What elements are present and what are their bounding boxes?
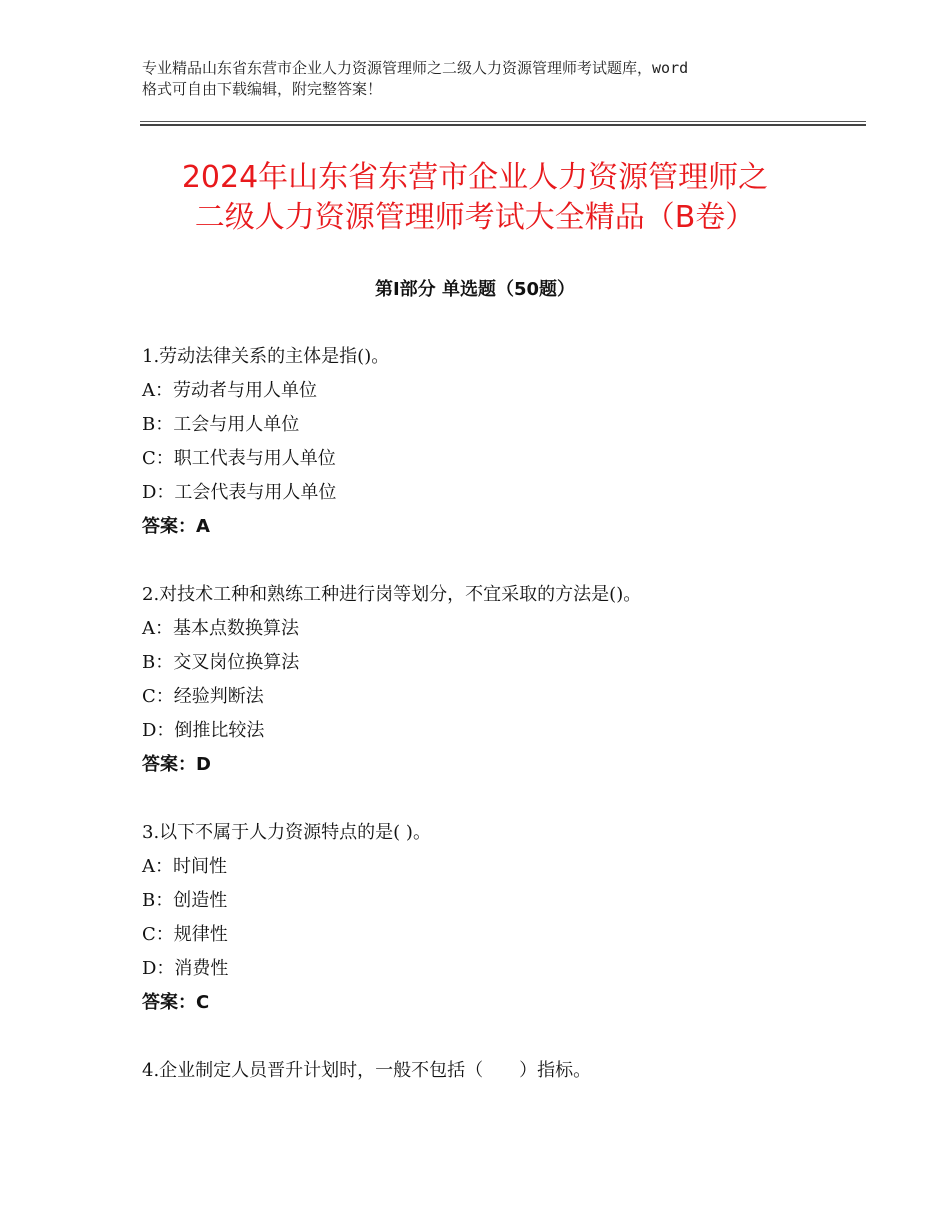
option-b: B：工会与用人单位 bbox=[142, 414, 300, 435]
option-c: C：经验判断法 bbox=[142, 686, 264, 707]
question-4 bbox=[142, 1054, 862, 1088]
answer: 答案：D bbox=[142, 754, 211, 775]
answer: 答案：A bbox=[142, 516, 210, 537]
option-b: B：创造性 bbox=[142, 890, 228, 911]
option-a: A：时间性 bbox=[142, 856, 227, 877]
document-title bbox=[120, 158, 830, 238]
option-c: C：规律性 bbox=[142, 924, 228, 945]
header-note-line-2: 格式可自由下载编辑，附完整答案！ bbox=[142, 80, 383, 98]
option-c: C：职工代表与用人单位 bbox=[142, 448, 336, 469]
title-line-1: 2024年山东省东营市企业人力资源管理师之 bbox=[181, 160, 769, 195]
answer: 答案：C bbox=[142, 992, 210, 1013]
option-d: D：消费性 bbox=[142, 958, 229, 979]
question-stem: 1.劳动法律关系的主体是指()。 bbox=[142, 346, 390, 367]
option-a: A：劳动者与用人单位 bbox=[142, 380, 317, 401]
option-d: D：倒推比较法 bbox=[142, 720, 265, 741]
header-note-line-1: 专业精品山东省东营市企业人力资源管理师之二级人力资源管理师考试题库，word bbox=[142, 59, 689, 77]
question-stem: 4.企业制定人员晋升计划时，一般不包括（ ）指标。 bbox=[142, 1060, 592, 1081]
question-1 bbox=[142, 340, 862, 544]
header-note bbox=[142, 58, 832, 100]
option-d: D：工会代表与用人单位 bbox=[142, 482, 337, 503]
section-title: 第Ⅰ部分 单选题（50题） bbox=[374, 279, 575, 300]
header-divider-thick bbox=[140, 124, 866, 126]
header-divider-thin bbox=[140, 121, 866, 122]
title-line-2: 二级人力资源管理师考试大全精品（B卷） bbox=[194, 200, 756, 235]
option-b: B：交叉岗位换算法 bbox=[142, 652, 300, 673]
question-stem: 3.以下不属于人力资源特点的是( )。 bbox=[142, 822, 431, 843]
question-2 bbox=[142, 578, 862, 782]
question-3 bbox=[142, 816, 862, 1020]
question-stem: 2.对技术工种和熟练工种进行岗等划分，不宜采取的方法是()。 bbox=[142, 584, 642, 605]
option-a: A：基本点数换算法 bbox=[142, 618, 299, 639]
question-list bbox=[142, 340, 862, 1122]
